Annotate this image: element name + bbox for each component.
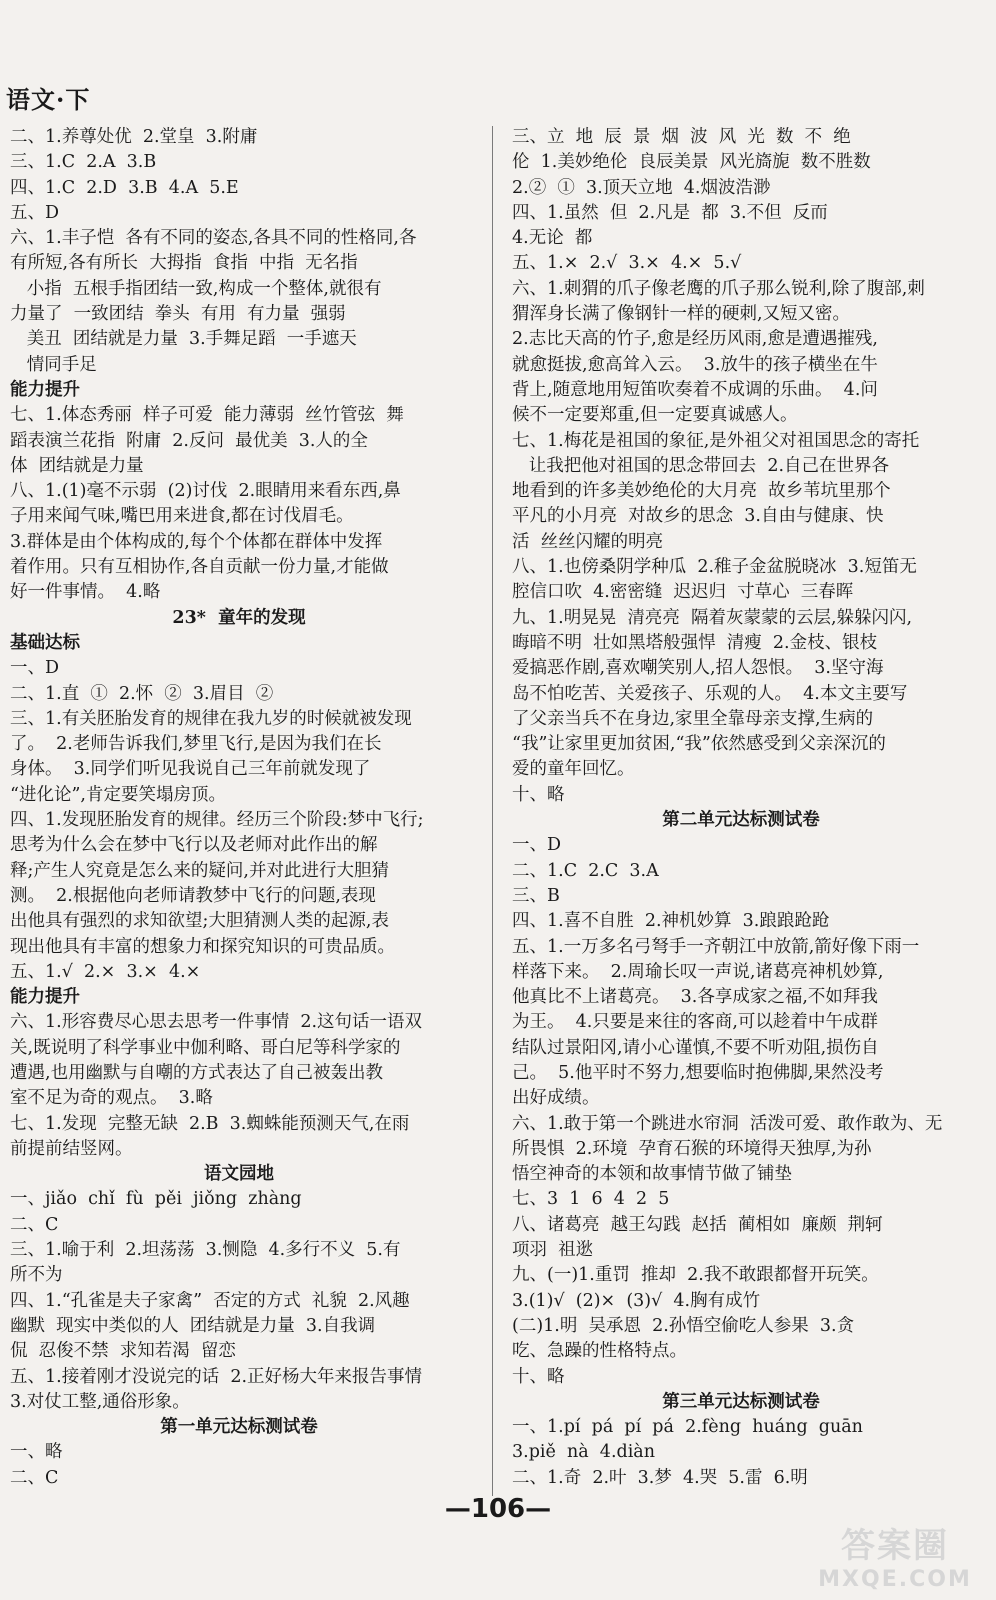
answer-line: 现出他具有丰富的想象力和探究知识的可贵品质。 [10, 936, 395, 957]
answer-line: 腔信口吹 4.密密缝 迟迟归 寸草心 三春晖 [512, 582, 854, 603]
answer-line: 三、1.有关胚胎发育的规律在我九岁的时候就被发现 [10, 708, 412, 729]
answer-line: “进化论”,肯定要笑塌房顶。 [10, 784, 226, 805]
watermark-logo [810, 1518, 980, 1594]
answer-line: 七、3 1 6 4 2 5 [512, 1189, 670, 1210]
left-column [10, 125, 468, 1491]
answer-line: 3.群体是由个体构成的,每个个体都在群体中发挥 [10, 531, 383, 552]
answer-line: 十、略 [512, 1366, 565, 1387]
answer-line: 六、1.敢于第一个跳进水帘洞 活泼可爱、敢作敢为、无 [512, 1113, 943, 1134]
watermark-line1: 答案圈 [841, 1526, 949, 1566]
answer-line: 让我把他对祖国的思念带回去 2.自己在世界各 [512, 455, 890, 476]
answer-line: 2.志比天高的竹子,愈是经历风雨,愈是遭遇摧残, [512, 329, 878, 350]
answer-line: 第二单元达标测试卷 [662, 810, 820, 831]
answer-line: 4.无论 都 [512, 228, 593, 249]
answer-line: 七、1.发现 完整无缺 2.B 3.蜘蛛能预测天气,在雨 [10, 1113, 410, 1134]
answer-line: 六、1.刺猬的爪子像老鹰的爪子那么锐利,除了腹部,刺 [512, 278, 925, 299]
answer-line: 八、诸葛亮 越王勾践 赵括 蔺相如 廉颇 荆轲 [512, 1214, 883, 1235]
answer-line: 3.(1)√ (2)× (3)√ 4.胸有成竹 [512, 1290, 761, 1311]
answer-line: 蹈表演兰花指 附庸 2.反问 最优美 3.人的全 [10, 430, 368, 451]
answer-line: 遭遇,也用幽默与自嘲的方式表达了自己被轰出教 [10, 1062, 384, 1083]
answer-line: 项羽 祖逖 [512, 1240, 594, 1261]
answer-line: 他真比不上诸葛亮。 3.各享成家之福,不如拜我 [512, 987, 878, 1008]
answer-line: 晦暗不明 壮如黑塔般强悍 清瘦 2.金枝、银枝 [512, 632, 878, 653]
answer-line: 候不一定要郑重,但一定要真诚感人。 [512, 405, 798, 426]
answer-line: 五、1.一万多名弓弩手一齐朝江中放箭,箭好像下雨一 [512, 936, 920, 957]
page-header: 语文·下 [6, 85, 91, 114]
answer-line: 二、C [10, 1214, 59, 1235]
answer-line: 四、1.喜不自胜 2.神机妙算 3.踉踉跄跄 [512, 911, 830, 932]
answer-line: 地看到的许多美妙绝伦的大月亮 故乡苇坑里那个 [512, 481, 891, 502]
answer-line: 子用来闻气味,嘴巴用来进食,都在讨伐眉毛。 [10, 506, 354, 527]
answer-line: 体 团结就是力量 [10, 455, 144, 476]
answer-line: 能力提升 [10, 987, 80, 1008]
answer-line: 一、D [512, 835, 562, 856]
answer-line: 为王。 4.只要是来往的客商,可以趁着中午成群 [512, 1012, 878, 1033]
answer-line: 基础达标 [10, 632, 80, 653]
answer-line: 三、1.喻于利 2.坦荡荡 3.恻隐 4.多行不义 5.有 [10, 1240, 401, 1261]
answer-line: 所不为 [10, 1265, 63, 1286]
answer-line: 前提前结竖网。 [10, 1138, 133, 1159]
answer-line: 五、1.接着刚才没说完的话 2.正好杨大年来报告事情 [10, 1366, 423, 1387]
answer-line: 第三单元达标测试卷 [662, 1391, 820, 1412]
answer-line: 室不足为奇的观点。 3.略 [10, 1088, 213, 1109]
answer-line: 二、1.C 2.C 3.A [512, 860, 659, 881]
answer-line: 猬浑身长满了像钢针一样的硬刺,又短又密。 [512, 304, 851, 325]
answer-line: 测。 2.根据他向老师请教梦中飞行的问题,表现 [10, 885, 376, 906]
answer-line: 活 丝丝闪耀的明亮 [512, 531, 664, 552]
answer-line: 了父亲当兵不在身边,家里全靠母亲支撑,生病的 [512, 708, 874, 729]
answer-line: 二、1.直 ① 2.怀 ② 3.眉目 ② [10, 683, 274, 704]
answer-line: 了。 2.老师告诉我们,梦里飞行,是因为我们在长 [10, 734, 382, 755]
answer-line: 二、1.奇 2.叶 3.梦 4.哭 5.雷 6.明 [512, 1467, 808, 1488]
answer-line: 九、(一)1.重罚 推却 2.我不敢跟都督开玩笑。 [512, 1265, 879, 1286]
answer-line: 七、1.梅花是祖国的象征,是外祖父对祖国思念的寄托 [512, 430, 920, 451]
answer-line: 好一件事情。 4.略 [10, 582, 161, 603]
page-number: —106— [444, 1494, 552, 1524]
answer-line: 一、1.pí pá pí pá 2.fèng huáng guān [512, 1417, 863, 1438]
answer-line: 平凡的小月亮 对故乡的思念 3.自由与健康、快 [512, 506, 884, 527]
answer-line: 出好成绩。 [512, 1088, 600, 1109]
column-divider [492, 126, 493, 1496]
answer-line: 小指 五根手指团结一致,构成一个整体,就很有 [10, 278, 382, 299]
answer-line: 一、D [10, 658, 60, 679]
answer-line: 五、D [10, 202, 60, 223]
answer-line: 2.② ① 3.顶天立地 4.烟波浩渺 [512, 177, 771, 198]
answer-line: 美丑 团结就是力量 3.手舞足蹈 一手遮天 [10, 329, 357, 350]
answer-line: 己。 5.他平时不努力,想要临时抱佛脚,果然没考 [512, 1062, 884, 1083]
answer-line: 三、立 地 辰 景 烟 波 风 光 数 不 绝 [512, 127, 851, 147]
answer-line: 爱的童年回忆。 [512, 759, 635, 780]
answer-line: 3.piě nà 4.diàn [512, 1442, 656, 1463]
answer-line: 伦 1.美妙绝伦 良辰美景 风光旖旎 数不胜数 [512, 152, 871, 173]
answer-line: 3.对仗工整,通俗形象。 [10, 1391, 190, 1412]
answer-line: 三、B [512, 885, 560, 906]
answer-line: 悟空神奇的本领和故事情节做了铺垫 [512, 1164, 792, 1185]
answer-line: 岛不怕吃苦、关爱孩子、乐观的人。 4.本文主要写 [512, 683, 908, 704]
answer-line: 六、1.丰子恺 各有不同的姿态,各具不同的性格同,各 [10, 228, 417, 249]
answer-line: 思考为什么会在梦中飞行以及老师对此作出的解 [10, 835, 378, 856]
answer-line: 五、1.√ 2.× 3.× 4.× [10, 961, 201, 982]
answer-line: 一、jiǎo chǐ fù pěi jiǒng zhàng [10, 1189, 302, 1210]
answer-line: 力量了 一致团结 拳头 有用 有力量 强弱 [10, 304, 346, 325]
answer-line: 出他具有强烈的求知欲望;大胆猜测人类的起源,表 [10, 911, 389, 932]
answer-line: 情同手足 [10, 354, 97, 375]
answer-line: 就愈挺拔,愈高耸入云。 3.放牛的孩子横坐在牛 [512, 354, 878, 375]
answer-line: 背上,随意地用短笛吹奏着不成调的乐曲。 4.问 [512, 379, 878, 400]
answer-line: 有所短,各有所长 大拇指 食指 中指 无名指 [10, 253, 358, 274]
answer-line: 六、1.形容费尽心思去思考一件事情 2.这句话一语双 [10, 1012, 423, 1033]
answer-line: (二)1.明 吴承恩 2.孙悟空偷吃人参果 3.贪 [512, 1315, 855, 1336]
answer-line: 所畏惧 2.环境 孕育石猴的环境得天独厚,为孙 [512, 1138, 872, 1159]
answer-line: 一、略 [10, 1442, 63, 1463]
answer-line: 语文园地 [204, 1164, 274, 1185]
answer-line: 关,既说明了科学事业中伽利略、哥白尼等科学家的 [10, 1037, 401, 1058]
answer-line: 八、1.也傍桑阴学种瓜 2.稚子金盆脱晓冰 3.短笛无 [512, 557, 917, 578]
answer-line: 二、C [10, 1467, 59, 1488]
answer-line: 释;产生人究竟是怎么来的疑问,并对此进行大胆猜 [10, 860, 389, 881]
answer-line: 四、1.发现胚胎发育的规律。经历三个阶段:梦中飞行; [10, 810, 424, 831]
answer-line: 九、1.明晃晃 清亮亮 隔着灰蒙蒙的云层,躲躲闪闪, [512, 607, 913, 628]
answer-line: 着作用。只有互相协作,各自贡献一份力量,才能做 [10, 557, 389, 578]
answer-line: 三、1.C 2.A 3.B [10, 152, 157, 173]
answer-line: 七、1.体态秀丽 样子可爱 能力薄弱 丝竹管弦 舞 [10, 405, 404, 426]
answer-line: 身体。 3.同学们听见我说自己三年前就发现了 [10, 759, 371, 780]
right-column [512, 125, 970, 1491]
watermark-line2: MXQE.COM [818, 1567, 972, 1592]
answer-line: 二、1.养尊处优 2.堂皇 3.附庸 [10, 127, 258, 147]
answer-line: 样落下来。 2.周瑜长叹一声说,诸葛亮神机妙算, [512, 961, 884, 982]
answer-line: 四、1.“孔雀是夫子家禽” 否定的方式 礼貌 2.风趣 [10, 1290, 410, 1311]
answer-line: 幽默 现实中类似的人 团结就是力量 3.自我调 [10, 1315, 376, 1336]
answer-line: 五、1.× 2.√ 3.× 4.× 5.√ [512, 253, 742, 274]
answer-line: 四、1.虽然 但 2.凡是 都 3.不但 反而 [512, 202, 828, 223]
answer-line: 侃 忍俊不禁 求知若渴 留恋 [10, 1341, 236, 1362]
answer-line: 十、略 [512, 784, 565, 805]
answer-line: 结队过景阳冈,请小心谨慎,不要不听劝阻,损伤自 [512, 1037, 879, 1058]
answer-line: 吃、急躁的性格特点。 [512, 1341, 687, 1362]
answer-line: 八、1.(1)毫不示弱 (2)讨伐 2.眼睛用来看东西,鼻 [10, 481, 401, 502]
answer-line: 第一单元达标测试卷 [160, 1417, 318, 1438]
answer-line: 能力提升 [10, 379, 80, 400]
answer-line: 23* 童年的发现 [172, 607, 306, 628]
answer-line: “我”让家里更加贫困,“我”依然感受到父亲深沉的 [512, 734, 886, 755]
answer-line: 爱搞恶作剧,喜欢嘲笑别人,招人怨恨。 3.坚守海 [512, 658, 884, 679]
answer-line: 四、1.C 2.D 3.B 4.A 5.E [10, 177, 239, 198]
